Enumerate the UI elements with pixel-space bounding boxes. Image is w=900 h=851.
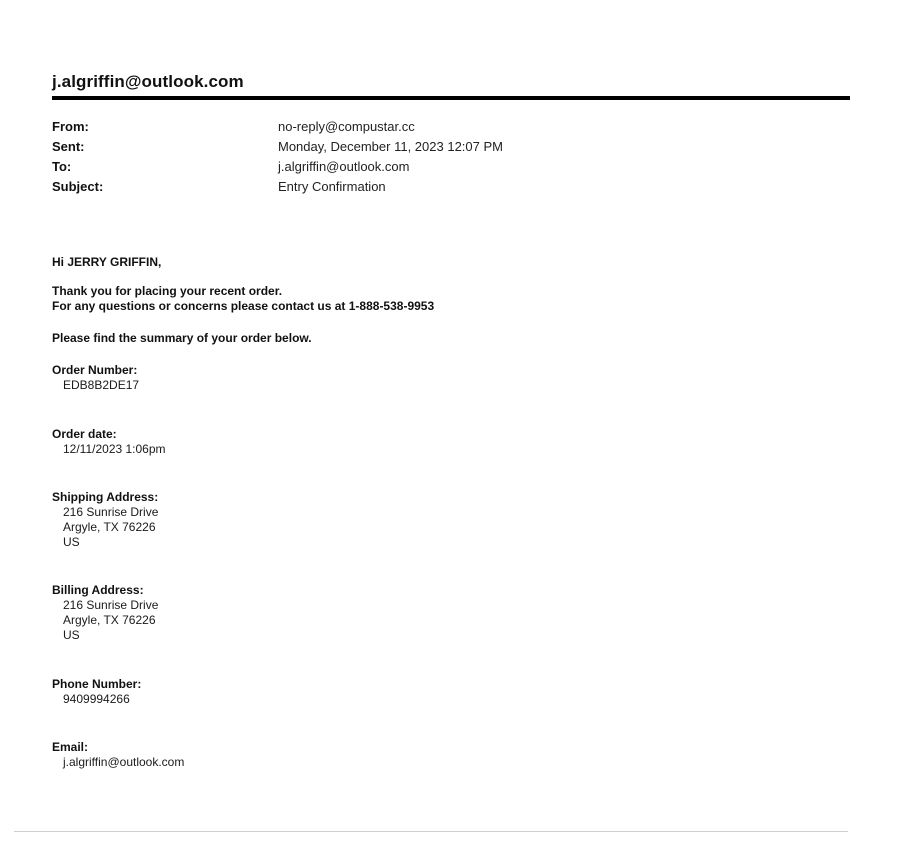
order-date-field xyxy=(52,427,752,457)
phone-number-field xyxy=(52,677,752,707)
shipping-street: 216 Sunrise Drive xyxy=(63,505,159,519)
order-number-label: Order Number: xyxy=(52,363,138,377)
sent-value: Monday, December 11, 2023 12:07 PM xyxy=(278,138,503,154)
from-label: From: xyxy=(52,118,89,134)
subject-label: Subject: xyxy=(52,178,104,194)
billing-address-field xyxy=(52,583,752,643)
mailbox-account: j.algriffin@outlook.com xyxy=(52,72,244,91)
sent-label: Sent: xyxy=(52,138,85,154)
billing-street: 216 Sunrise Drive xyxy=(63,598,159,612)
billing-country: US xyxy=(63,628,80,642)
to-value: j.algriffin@outlook.com xyxy=(278,158,410,174)
billing-address-label: Billing Address: xyxy=(52,583,144,597)
email-label: Email: xyxy=(52,740,89,754)
email-field xyxy=(52,740,752,770)
order-number-value: EDB8B2DE17 xyxy=(63,378,140,392)
thanks-line: Thank you for placing your recent order. xyxy=(52,284,283,298)
thanks-paragraph xyxy=(52,284,752,314)
shipping-address-label: Shipping Address: xyxy=(52,490,159,504)
shipping-address-field xyxy=(52,490,752,550)
from-value: no-reply@compustar.cc xyxy=(278,118,415,134)
greeting: Hi JERRY GRIFFIN, xyxy=(52,255,162,269)
subject-value: Entry Confirmation xyxy=(278,178,386,194)
email-value: j.algriffin@outlook.com xyxy=(63,755,185,769)
order-number-field xyxy=(52,363,752,393)
email-header-fields xyxy=(52,116,752,196)
from-row xyxy=(52,116,752,136)
order-date-value: 12/11/2023 1:06pm xyxy=(63,442,166,456)
contact-line: For any questions or concerns please contact us at 1-888-538-9953 xyxy=(52,299,435,313)
subject-row xyxy=(52,176,752,196)
to-label: To: xyxy=(52,158,72,174)
to-row xyxy=(52,156,752,176)
order-date-label: Order date: xyxy=(52,427,117,441)
email-body xyxy=(52,255,752,770)
footer-divider xyxy=(14,831,848,832)
shipping-country: US xyxy=(63,535,80,549)
header-divider xyxy=(52,96,850,100)
summary-intro: Please find the summary of your order below. xyxy=(52,331,312,345)
shipping-city: Argyle, TX 76226 xyxy=(63,520,156,534)
phone-number-value: 9409994266 xyxy=(63,692,130,706)
billing-city: Argyle, TX 76226 xyxy=(63,613,156,627)
phone-number-label: Phone Number: xyxy=(52,677,142,691)
sent-row xyxy=(52,136,752,156)
